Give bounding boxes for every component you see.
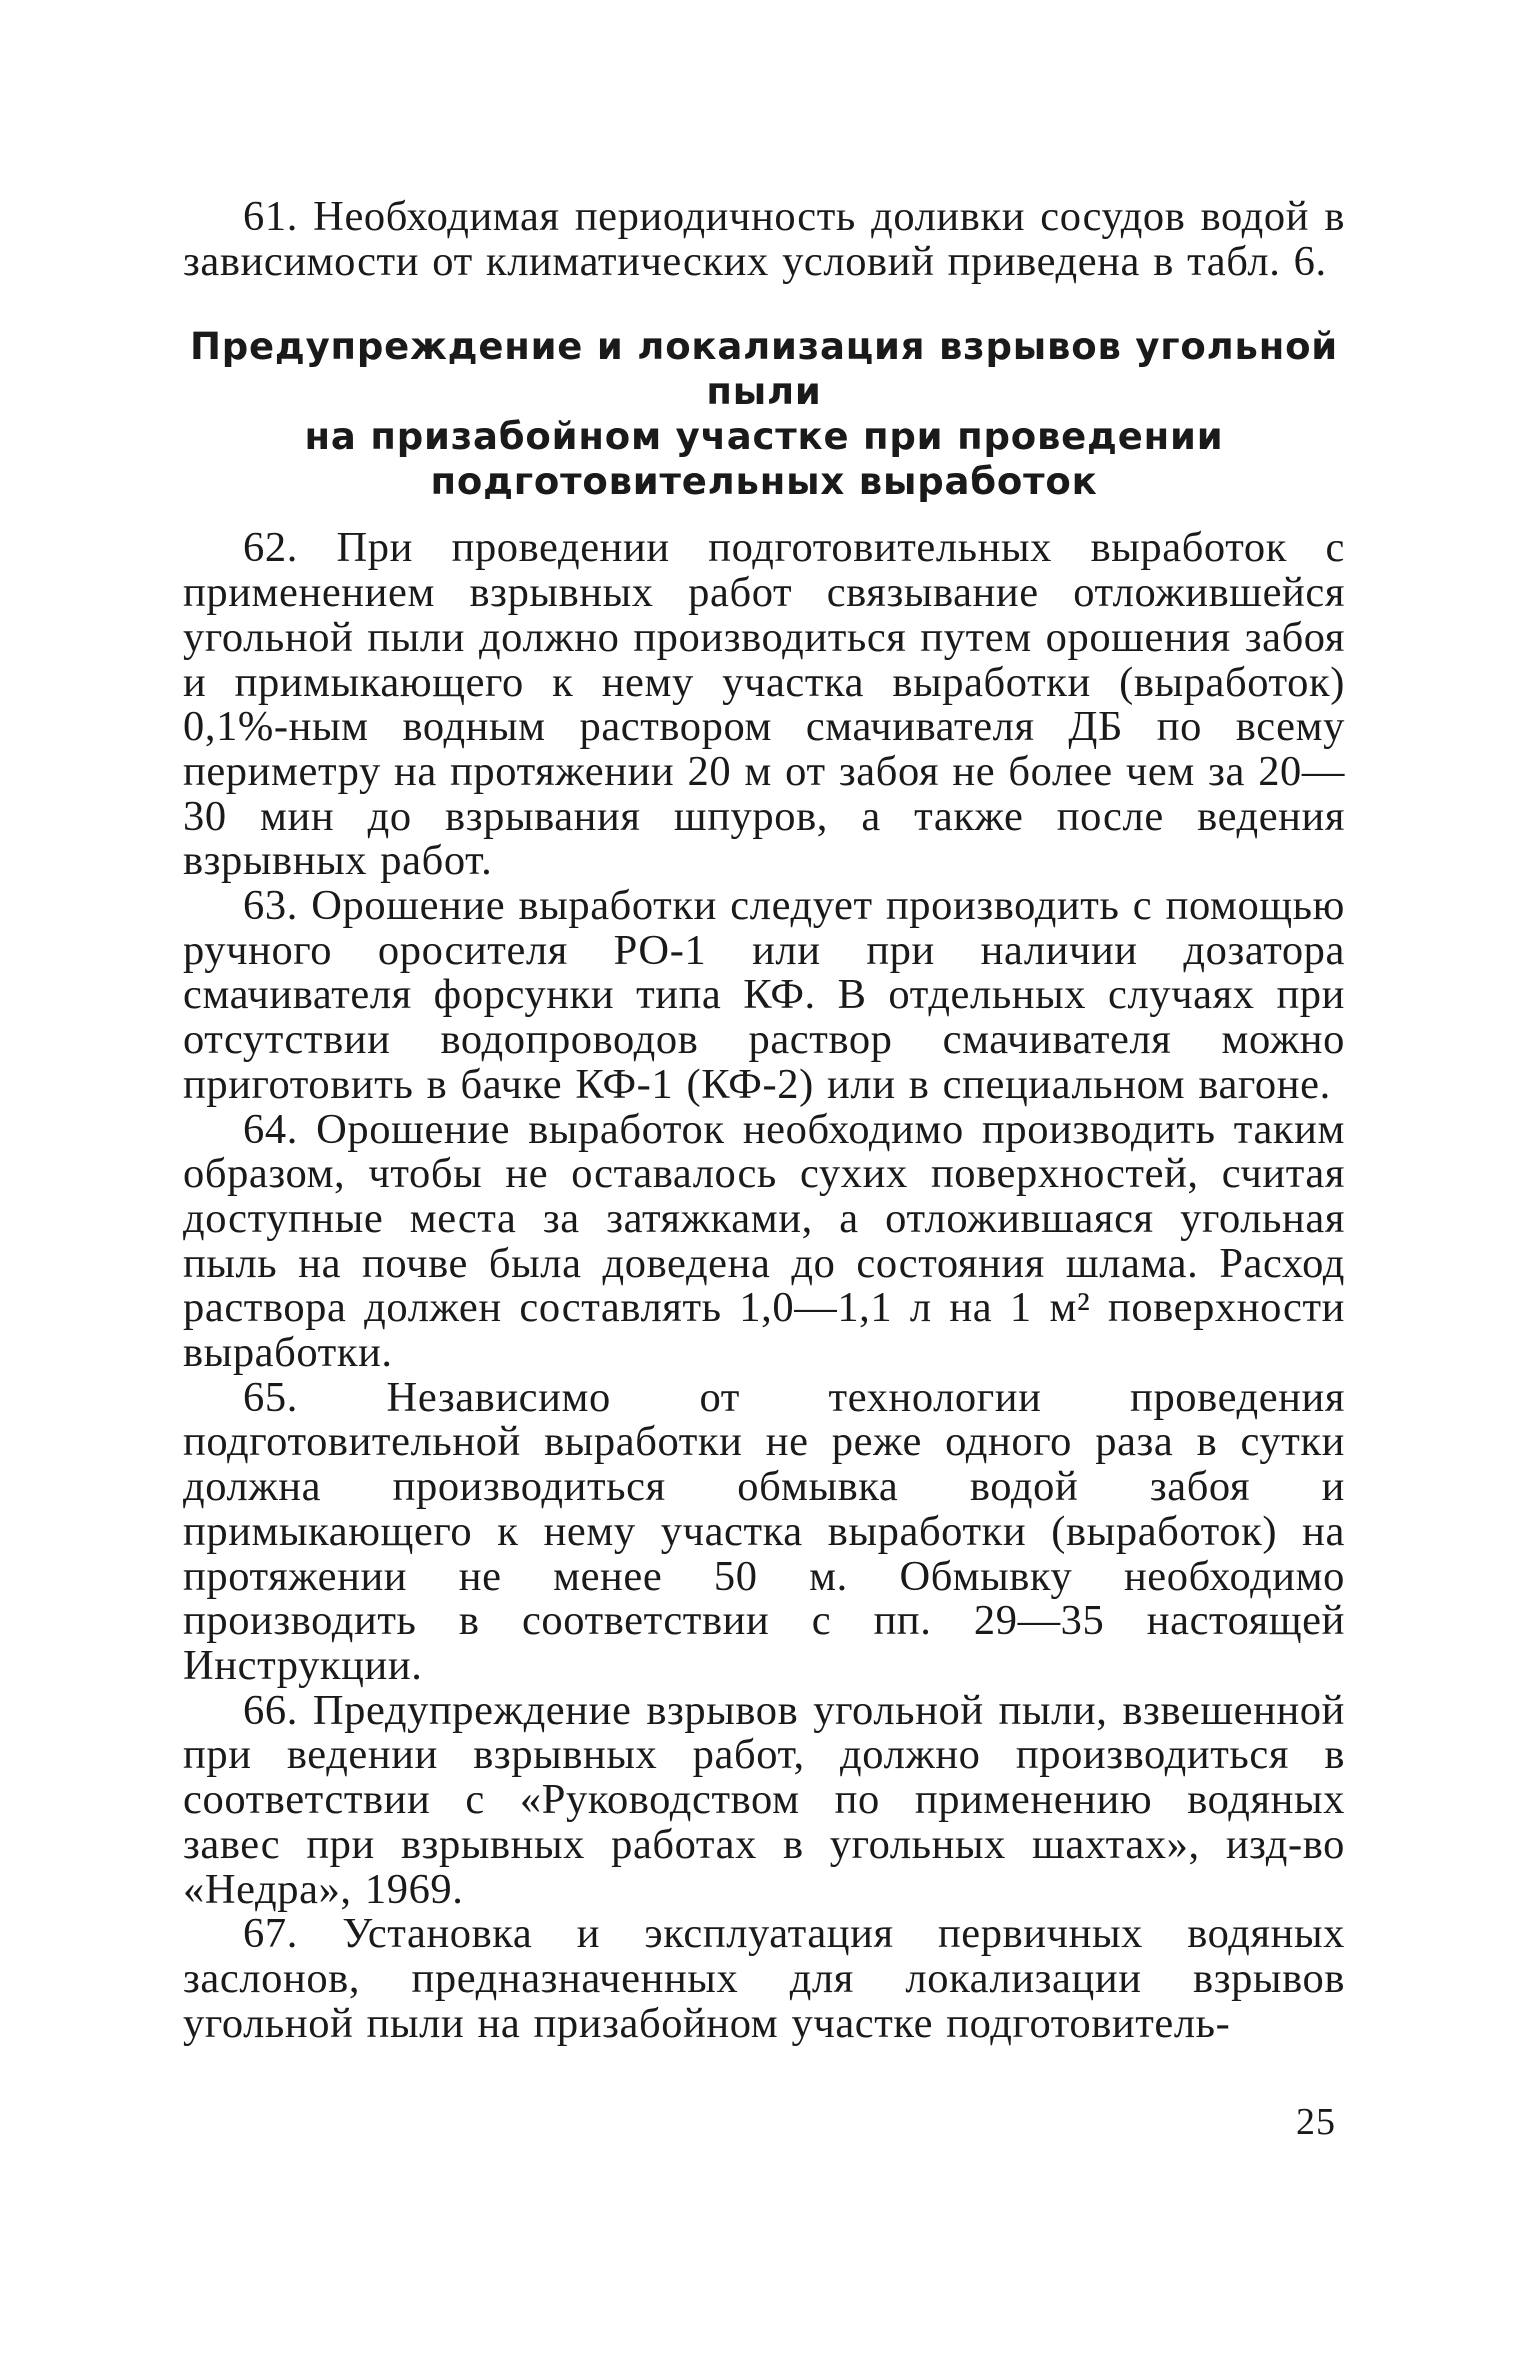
paragraph-62: 62. При проведении подготовительных выработок с применением взрывных работ связывание отложившейся угольной пыли должно производиться путем орошения забоя и примыкающего к нему участка выработки (выработок) 0,1%-ным водным раствором смачивателя ДБ по всему периметру на протяжении 20 м от забоя не более чем за 20—30 мин до взрывания шпуров, а также после ведения взрывных работ. — [183, 524, 1345, 885]
paragraph-63: 63. Орошение выработки следует производить с помощью ручного оросителя РО-1 или при наличии дозатора смачивателя форсунки типа КФ. В отдельных случаях при отсутствии водопроводов раствор смачивателя можно приготовить в бачке КФ-1 (КФ-2) или в специальном вагоне. — [183, 882, 1345, 1108]
paragraph-67: 67. Установка и эксплуатация первичных водяных заслонов, предназначенных для локализации взрывов угольной пыли на призабойном участке подготовитель- — [183, 1910, 1345, 2047]
paragraph-64: 64. Орошение выработок необходимо производить таким образом, чтобы не оставалось сухих поверхностей, считая доступные места за затяжками, а отложившаяся угольная пыль на почве была доведена до состояния шлама. Расход раствора должен составлять 1,0—1,1 л на 1 м² поверхности выработки. — [183, 1105, 1345, 1377]
document-page — [183, 195, 1345, 2046]
section-heading — [183, 324, 1345, 504]
paragraph-61: 61. Необходимая периодичность доливки сосудов водой в зависимости от климатических условий приведена в табл. 6. — [183, 193, 1345, 285]
page-number: 25 — [1296, 2101, 1336, 2143]
section-heading-line-2: на призабойном участке при проведении — [304, 415, 1224, 459]
paragraph-66: 66. Предупреждение взрывов угольной пыли, взвешенной при ведении взрывных работ, должно производиться в соответствии с «Руководством по применению водяных завес при взрывных работах в угольных шахтах», изд-во «Недра», 1969. — [183, 1686, 1345, 1913]
section-heading-line-3: подготовительных выработок — [430, 460, 1098, 504]
paragraph-65: 65. Независимо от технологии проведения подготовительной выработки не реже одного раза в сутки должна производиться обмывка водой забоя и примыкающего к нему участка выработки (выработок) на протяжении не менее 50 м. Обмывку необходимо производить в соответствии с пп. 29—35 настоящей Инструкции. — [183, 1373, 1345, 1689]
section-heading-line-1: Предупреждение и локализация взрывов угольной пыли — [189, 325, 1339, 414]
